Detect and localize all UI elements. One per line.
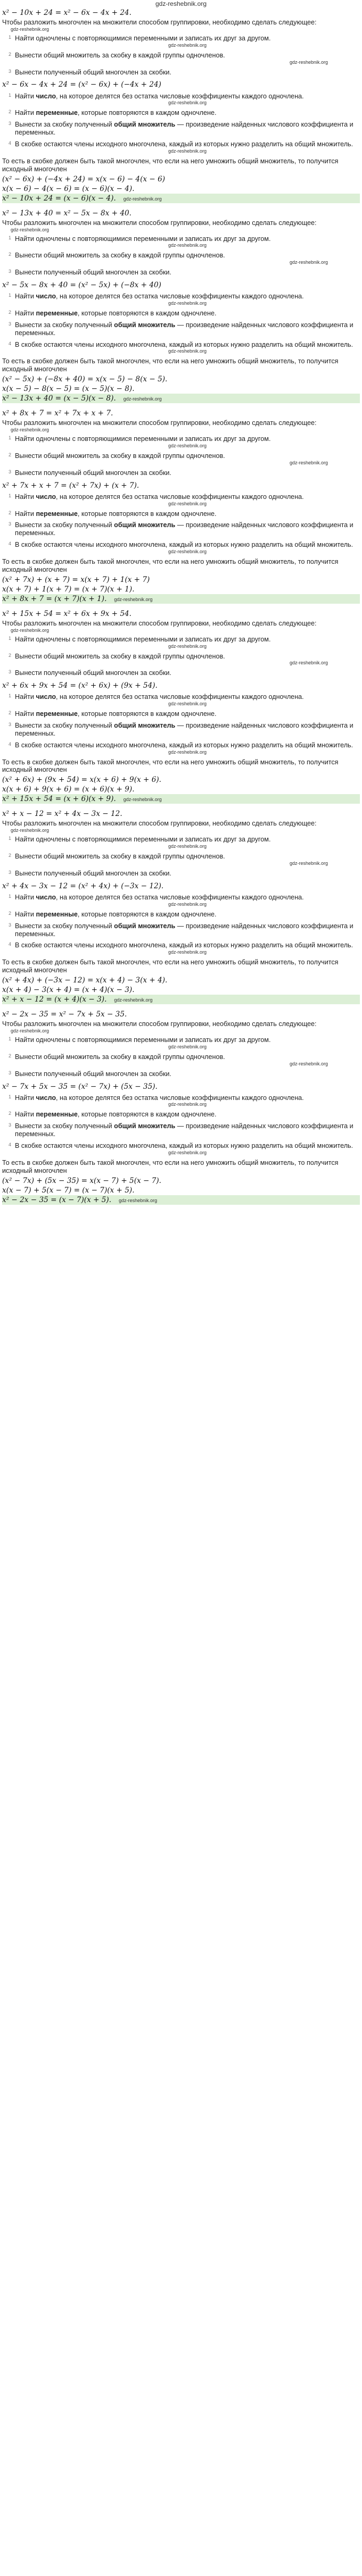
intro-text: Чтобы разложить многочлен на множители способом группировки, необходимо сделать следующее: gdz-reshebnik.org <box>2 219 360 232</box>
intro-text: Чтобы разложить многочлен на множители способом группировки, необходимо сделать следующее: gdz-reshebnik.org <box>2 419 360 432</box>
step-item: 1 Найти одночлены с повторяющимися переменными и записать их друг за другом. gdz-reshebnik.org <box>9 1036 360 1049</box>
grouped-equation: x² − 7x + 5x − 35 = (x² − 7x) + (5x − 35). <box>2 1082 158 1091</box>
answer-equation: x² + 15x + 54 = (x + 6)(x + 9). gdz-reshebnik.org <box>2 794 360 804</box>
watermark-text: gdz-reshebnik.org <box>289 861 328 866</box>
answer-equation: x² + x − 12 = (x + 4)(x − 3). gdz-reshebnik.org <box>2 995 360 1004</box>
watermark-text: gdz-reshebnik.org <box>11 1028 50 1033</box>
steps-list-b <box>2 493 360 554</box>
solution-block <box>2 409 360 604</box>
grouped-equation: x² + 4x − 3x − 12 = (x² + 4x) + (−3x − 12). <box>2 881 164 890</box>
step-item: 2 Найти переменные, которые повторяются в каждом одночлене. <box>9 109 217 117</box>
answer-equation: x² − 10x + 24 = (x − 6)(x − 4). gdz-reshebnik.org <box>2 194 360 203</box>
steps-list-a <box>2 636 360 678</box>
document <box>0 0 362 1205</box>
watermark-text: gdz-reshebnik.org <box>168 148 207 154</box>
step-item: 2 Вынести общий множитель за скобку в каждой группы одночленов. gdz-reshebnik.org <box>9 52 360 65</box>
step-item: 1 Найти число, на которое делятся без остатка числовые коэффициенты каждого одночлена. gdz-reshebnik.org <box>9 894 360 907</box>
step-item: 2 Найти переменные, которые повторяются в каждом одночлене. <box>9 510 217 518</box>
watermark-text: gdz-reshebnik.org <box>11 627 50 633</box>
watermark-text: gdz-reshebnik.org <box>168 300 207 306</box>
check-equation-1: (x² − 7x) + (5x − 35) = x(x − 7) + 5(x − 7). <box>2 1176 161 1185</box>
step-item: 2 Найти переменные, которые повторяются в каждом одночлене. <box>9 710 217 718</box>
step-item: 3 Вынести полученный общий многочлен за скобки. <box>9 68 171 76</box>
check-text: То есть в скобке должен быть такой многочлен, что если на него умножить общий множитель, то получится исходный многочлен <box>2 1158 339 1174</box>
check-equation-2: x(x + 4) − 3(x + 4) = (x + 4)(x − 3). <box>2 985 135 994</box>
grouped-equation: x² + 7x + x + 7 = (x² + 7x) + (x + 7). <box>2 481 139 490</box>
step-item: 1 Найти число, на которое делятся без остатка числовые коэффициенты каждого одночлена. gdz-reshebnik.org <box>9 293 360 306</box>
watermark-text: gdz-reshebnik.org <box>168 100 207 106</box>
given-equation: x² + 15x + 54 = x² + 6x + 9x + 54. <box>2 609 131 618</box>
intro-text: Чтобы разложить многочлен на множители способом группировки, необходимо сделать следующее: gdz-reshebnik.org <box>2 19 360 32</box>
answer-equation: x² − 13x + 40 = (x − 5)(x − 8). gdz-reshebnik.org <box>2 394 360 403</box>
watermark-text: gdz-reshebnik.org <box>168 348 207 354</box>
step-item: 2 Найти переменные, которые повторяются в каждом одночлене. <box>9 910 217 918</box>
step-item: 2 Вынести общий множитель за скобку в каждой группы одночленов. gdz-reshebnik.org <box>9 853 360 866</box>
step-item: 4 В скобке остаются члены исходного многочлена, каждый из которых нужно разделить на общий множитель. gdz-reshebnik.org <box>9 941 360 955</box>
watermark-text: gdz-reshebnik.org <box>123 396 162 402</box>
step-item: 3 Вынести за скобку полученный общий множитель — произведение найденных числового коэффициента и переменных. <box>9 922 353 938</box>
grouped-equation: x² − 5x − 8x + 40 = (x² − 5x) + (−8x + 40) <box>2 281 161 290</box>
step-item: 4 В скобке остаются члены исходного многочлена, каждый из которых нужно разделить на общий множитель. gdz-reshebnik.org <box>9 341 360 354</box>
given-equation: x² − 13x + 40 = x² − 5x − 8x + 40. <box>2 209 131 218</box>
watermark-text: gdz-reshebnik.org <box>168 501 207 506</box>
check-equation-1: (x² + 6x) + (9x + 54) = x(x + 6) + 9(x + 6). <box>2 776 161 785</box>
site-header[interactable]: gdz-reshebnik.org <box>155 0 207 7</box>
watermark-text: gdz-reshebnik.org <box>289 260 328 265</box>
steps-list-b <box>2 894 360 955</box>
step-item: 3 Вынести за скобку полученный общий множитель — произведение найденных числового коэффициента и переменных. <box>9 321 353 337</box>
step-item: 2 Вынести общий множитель за скобку в каждой группы одночленов. gdz-reshebnik.org <box>9 653 360 666</box>
watermark-text: gdz-reshebnik.org <box>11 427 50 433</box>
solution-block <box>2 609 360 804</box>
watermark-text: gdz-reshebnik.org <box>11 26 50 32</box>
check-equation-2: x(x − 7) + 5(x − 7) = (x − 7)(x + 5). <box>2 1186 135 1195</box>
step-item: 4 В скобке остаются члены исходного многочлена, каждый из которых нужно разделить на общий множитель. gdz-reshebnik.org <box>9 741 360 755</box>
step-item: 2 Вынести общий множитель за скобку в каждой группы одночленов. gdz-reshebnik.org <box>9 252 360 265</box>
watermark-text: gdz-reshebnik.org <box>168 1044 207 1049</box>
step-item: 1 Найти одночлены с повторяющимися переменными и записать их друг за другом. gdz-reshebnik.org <box>9 836 360 849</box>
solution-block <box>2 809 360 1004</box>
step-item: 3 Вынести за скобку полученный общий множитель — произведение найденных числового коэффициента и переменных. <box>9 722 353 737</box>
watermark-text: gdz-reshebnik.org <box>119 1197 158 1203</box>
step-item: 4 В скобке остаются члены исходного многочлена, каждый из которых нужно разделить на общий множитель. gdz-reshebnik.org <box>9 140 360 154</box>
step-item: 3 Вынести за скобку полученный общий множитель — произведение найденных числового коэффициента и переменных. <box>9 521 353 537</box>
watermark-text: gdz-reshebnik.org <box>168 643 207 649</box>
watermark-text: gdz-reshebnik.org <box>168 243 207 248</box>
answer-equation: x² − 2x − 35 = (x − 7)(x + 5). gdz-reshebnik.org <box>2 1195 360 1205</box>
step-item: 2 Вынести общий множитель за скобку в каждой группы одночленов. gdz-reshebnik.org <box>9 452 360 465</box>
check-text: То есть в скобке должен быть такой многочлен, что если на него умножить общий множитель, то получится исходный многочлен <box>2 558 339 573</box>
step-item: 3 Вынести полученный общий многочлен за скобки. <box>9 870 171 878</box>
watermark-text: gdz-reshebnik.org <box>168 1102 207 1107</box>
check-equation-2: x(x + 7) + 1(x + 7) = (x + 7)(x + 1). <box>2 585 135 594</box>
step-item: 2 Найти переменные, которые повторяются в каждом одночлене. <box>9 309 217 317</box>
steps-list-a <box>2 35 360 77</box>
given-equation: x² + 8x + 7 = x² + 7x + x + 7. <box>2 409 113 418</box>
watermark-text: gdz-reshebnik.org <box>168 949 207 955</box>
step-item: 1 Найти одночлены с повторяющимися переменными и записать их друг за другом. gdz-reshebnik.org <box>9 636 360 649</box>
watermark-text: gdz-reshebnik.org <box>168 844 207 849</box>
step-item: 2 Вынести общий множитель за скобку в каждой группы одночленов. gdz-reshebnik.org <box>9 1053 360 1066</box>
intro-text: Чтобы разложить многочлен на множители способом группировки, необходимо сделать следующее: gdz-reshebnik.org <box>2 820 360 833</box>
steps-list-a <box>2 1036 360 1078</box>
check-equation-2: x(x + 6) + 9(x + 6) = (x + 6)(x + 9). <box>2 785 135 794</box>
step-item: 1 Найти число, на которое делятся без остатка числовые коэффициенты каждого одночлена. gdz-reshebnik.org <box>9 493 360 506</box>
watermark-text: gdz-reshebnik.org <box>114 997 153 1003</box>
watermark-text: gdz-reshebnik.org <box>289 660 328 666</box>
steps-list-a <box>2 836 360 878</box>
given-equation: x² − 10x + 24 = x² − 6x − 4x + 24. <box>2 9 131 17</box>
step-item: 4 В скобке остаются члены исходного многочлена, каждый из которых нужно разделить на общий множитель. gdz-reshebnik.org <box>9 541 360 554</box>
step-item: 1 Найти число, на которое делятся без остатка числовые коэффициенты каждого одночлена. gdz-reshebnik.org <box>9 93 360 106</box>
step-item: 3 Вынести полученный общий многочлен за скобки. <box>9 669 171 677</box>
watermark-text: gdz-reshebnik.org <box>289 460 328 465</box>
watermark-text: gdz-reshebnik.org <box>114 596 153 602</box>
watermark-text: gdz-reshebnik.org <box>168 549 207 555</box>
watermark-text: gdz-reshebnik.org <box>168 749 207 755</box>
watermark-text: gdz-reshebnik.org <box>168 1149 207 1155</box>
watermark-text: gdz-reshebnik.org <box>289 1061 328 1066</box>
check-text: То есть в скобке должен быть такой многочлен, что если на него умножить общий множитель, то получится исходный многочлен <box>2 958 339 974</box>
solution-block <box>2 8 360 203</box>
check-text: То есть в скобке должен быть такой многочлен, что если на него умножить общий множитель, то получится исходный многочлен <box>2 157 339 173</box>
step-item: 3 Вынести полученный общий многочлен за скобки. <box>9 469 171 477</box>
grouped-equation: x² + 6x + 9x + 54 = (x² + 6x) + (9x + 54). <box>2 681 158 690</box>
given-equation: x² − 2x − 35 = x² − 7x + 5x − 35. <box>2 1010 127 1019</box>
given-equation: x² + x − 12 = x² + 4x − 3x − 12. <box>2 810 122 819</box>
steps-list-b <box>2 93 360 154</box>
watermark-text: gdz-reshebnik.org <box>11 828 50 833</box>
step-item: 1 Найти одночлены с повторяющимися переменными и записать их друг за другом. gdz-reshebnik.org <box>9 35 360 48</box>
steps-list-a <box>2 435 360 477</box>
check-text: То есть в скобке должен быть такой многочлен, что если на него умножить общий множитель, то получится исходный многочлен <box>2 758 339 774</box>
step-item: 2 Найти переменные, которые повторяются в каждом одночлене. <box>9 1111 217 1119</box>
step-item: 3 Вынести полученный общий многочлен за скобки. <box>9 1070 171 1078</box>
watermark-text: gdz-reshebnik.org <box>168 901 207 907</box>
answer-equation: x² + 8x + 7 = (x + 7)(x + 1). gdz-reshebnik.org <box>2 594 360 604</box>
watermark-text: gdz-reshebnik.org <box>168 42 207 48</box>
steps-list-a <box>2 235 360 277</box>
steps-list-b <box>2 1094 360 1155</box>
steps-list-b <box>2 693 360 754</box>
check-equation-2: x(x − 6) − 4(x − 6) = (x − 6)(x − 4). <box>2 184 135 193</box>
step-item: 4 В скобке остаются члены исходного многочлена, каждый из которых нужно разделить на общий множитель. gdz-reshebnik.org <box>9 1142 360 1155</box>
solution-block <box>2 209 360 404</box>
watermark-text: gdz-reshebnik.org <box>123 797 162 803</box>
watermark-text: gdz-reshebnik.org <box>168 443 207 448</box>
watermark-text: gdz-reshebnik.org <box>289 59 328 65</box>
check-equation-2: x(x − 5) − 8(x − 5) = (x − 5)(x − 8). <box>2 385 135 394</box>
step-item: 3 Вынести за скобку полученный общий множитель — произведение найденных числового коэффициента и переменных. <box>9 1122 353 1138</box>
steps-list-b <box>2 293 360 354</box>
check-equation-1: (x² − 5x) + (−8x + 40) = x(x − 5) − 8(x − 5). <box>2 375 168 384</box>
step-item: 1 Найти одночлены с повторяющимися переменными и записать их друг за другом. gdz-reshebnik.org <box>9 235 360 248</box>
check-equation-1: (x² + 7x) + (x + 7) = x(x + 7) + 1(x + 7) <box>2 575 150 584</box>
watermark-text: gdz-reshebnik.org <box>11 227 50 232</box>
check-text: То есть в скобке должен быть такой многочлен, что если на него умножить общий множитель, то получится исходный многочлен <box>2 357 339 373</box>
watermark-text: gdz-reshebnik.org <box>168 701 207 707</box>
check-equation-1: (x² + 4x) + (−3x − 12) = x(x + 4) − 3(x + 4). <box>2 976 168 985</box>
check-equation-1: (x² − 6x) + (−4x + 24) = x(x − 6) − 4(x − 6) <box>2 174 166 184</box>
intro-text: Чтобы разложить многочлен на множители способом группировки, необходимо сделать следующее: gdz-reshebnik.org <box>2 620 360 633</box>
watermark-text: gdz-reshebnik.org <box>123 196 162 202</box>
step-item: 1 Найти одночлены с повторяющимися переменными и записать их друг за другом. gdz-reshebnik.org <box>9 435 360 448</box>
step-item: 3 Вынести за скобку полученный общий множитель — произведение найденных числового коэффициента и переменных. <box>9 121 353 137</box>
solution-block <box>2 1010 360 1205</box>
intro-text: Чтобы разложить многочлен на множители способом группировки, необходимо сделать следующее: gdz-reshebnik.org <box>2 1020 360 1033</box>
step-item: 3 Вынести полученный общий многочлен за скобки. <box>9 269 171 277</box>
grouped-equation: x² − 6x − 4x + 24 = (x² − 6x) + (−4x + 24) <box>2 80 161 89</box>
step-item: 1 Найти число, на которое делятся без остатка числовые коэффициенты каждого одночлена. gdz-reshebnik.org <box>9 1094 360 1107</box>
step-item: 1 Найти число, на которое делятся без остатка числовые коэффициенты каждого одночлена. gdz-reshebnik.org <box>9 693 360 706</box>
